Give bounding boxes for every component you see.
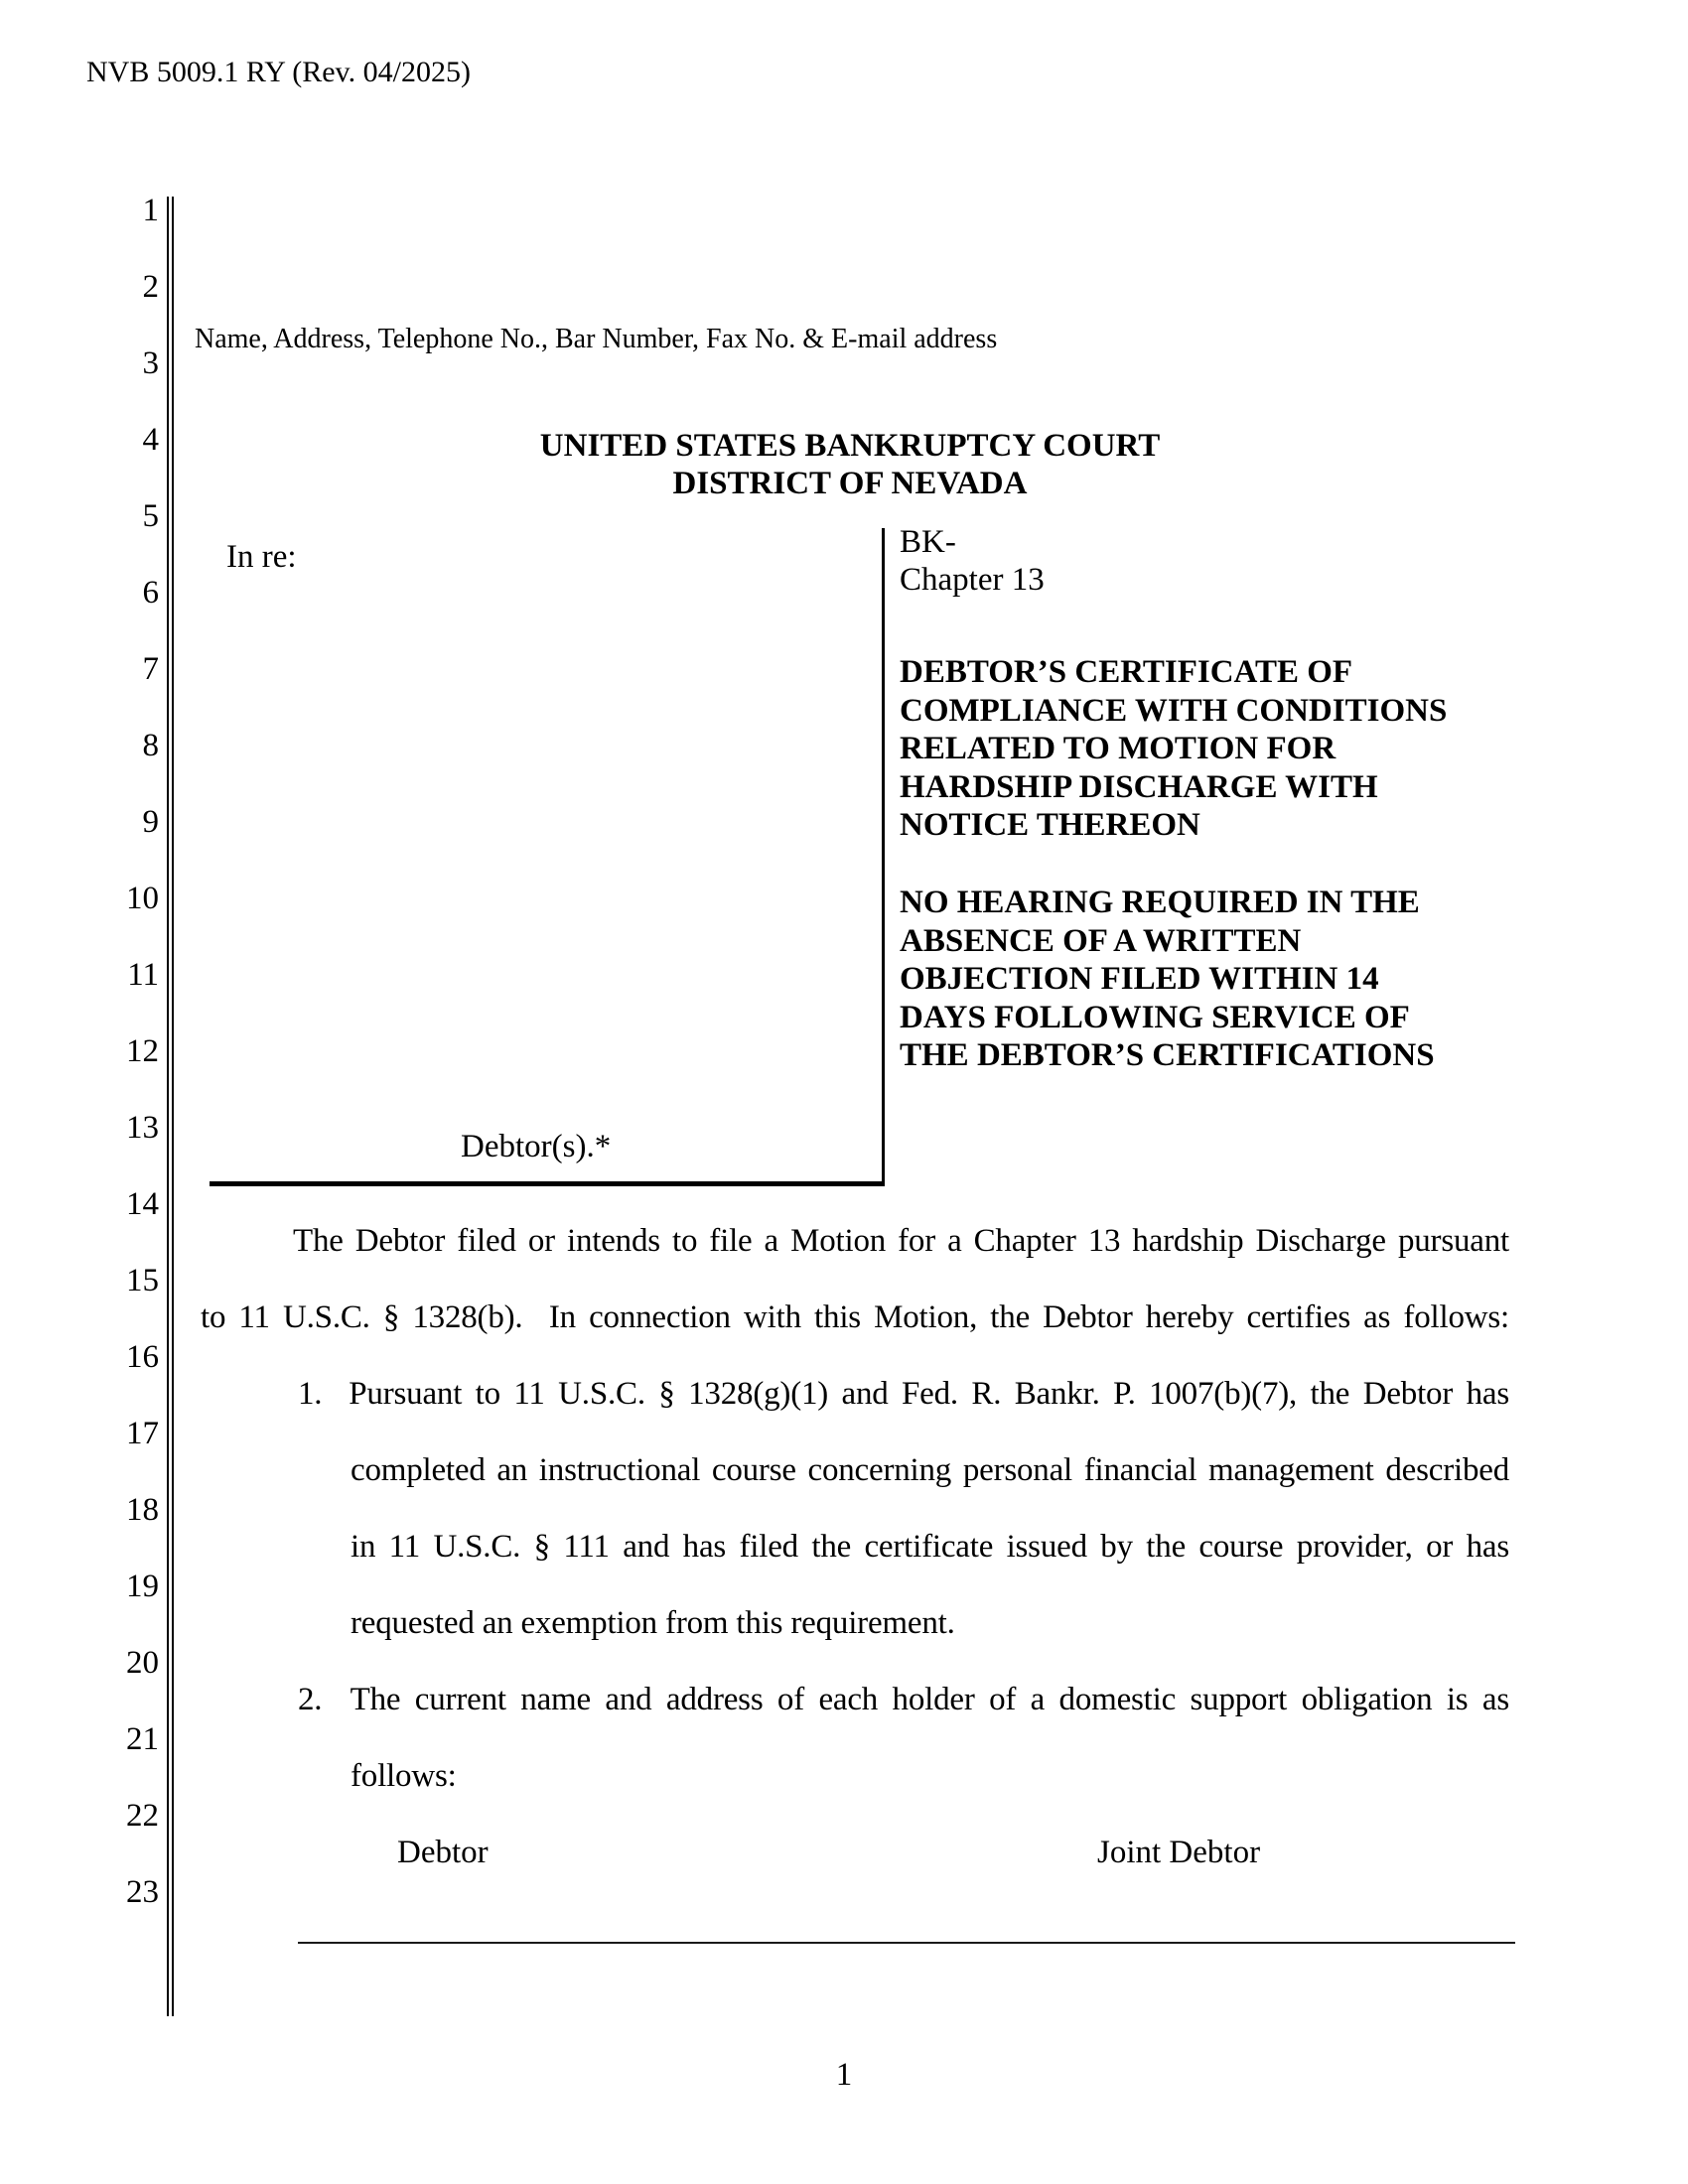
line-number-11: 11: [127, 957, 159, 993]
no-hearing-notice: [900, 884, 1435, 1075]
body-text-line: requested an exemption from this requirement.: [351, 1605, 955, 1641]
pleading-rule-inner: [172, 197, 174, 2016]
line-number-8: 8: [142, 728, 159, 763]
notice-line: NO HEARING REQUIRED IN THE: [900, 885, 1420, 920]
line-number-15: 15: [126, 1263, 159, 1298]
line-number-12: 12: [126, 1033, 159, 1069]
chapter-label: Chapter 13: [900, 562, 1045, 598]
line-number-13: 13: [126, 1110, 159, 1146]
body-text-line: in 11 U.S.C. § 111 and has filed the certificate issued by the course provider, or has: [351, 1529, 1509, 1565]
document-title-line: COMPLIANCE WITH CONDITIONS: [900, 692, 1448, 729]
line-number-14: 14: [126, 1186, 159, 1222]
line-number-6: 6: [142, 575, 159, 611]
notice-line: DAYS FOLLOWING SERVICE OF: [900, 999, 1410, 1035]
line-number-16: 16: [126, 1339, 159, 1375]
caption-divider-line: [882, 528, 885, 1183]
in-re-label: In re:: [226, 539, 297, 575]
line-number-20: 20: [126, 1645, 159, 1681]
court-title: [209, 427, 1491, 502]
line-number-18: 18: [126, 1492, 159, 1528]
pleading-rule-outer: [167, 197, 169, 2016]
body-text-line: to 11 U.S.C. § 1328(b). In connection with this Motion, the Debtor hereby certifies as follows:: [201, 1299, 1509, 1335]
form-id-label: NVB 5009.1 RY (Rev. 04/2025): [86, 56, 471, 88]
line-number-10: 10: [126, 881, 159, 916]
dso-entry-line: [298, 1942, 1515, 1944]
body-text-line: follows:: [351, 1758, 457, 1794]
body-text-line: completed an instructional course concerning personal financial management described: [351, 1452, 1509, 1488]
line-number-5: 5: [142, 498, 159, 534]
document-title-line: DEBTOR’S CERTIFICATE OF: [900, 654, 1353, 690]
line-number-23: 23: [126, 1874, 159, 1910]
attorney-info-label: Name, Address, Telephone No., Bar Number, Fax No. & E-mail address: [195, 324, 998, 354]
line-number-19: 19: [126, 1569, 159, 1604]
notice-line: OBJECTION FILED WITHIN 14: [900, 961, 1379, 997]
body-text-line-item-1: 1. Pursuant to 11 U.S.C. § 1328(g)(1) and Fed. R. Bankr. P. 1007(b)(7), the Debtor has: [298, 1376, 1509, 1412]
document-title-line: HARDSHIP DISCHARGE WITH: [900, 768, 1378, 805]
court-district: DISTRICT OF NEVADA: [672, 466, 1028, 501]
document-title: [900, 653, 1447, 845]
court-name: UNITED STATES BANKRUPTCY COURT: [539, 428, 1161, 464]
notice-line: ABSENCE OF A WRITTEN: [900, 922, 1302, 959]
line-number-3: 3: [142, 345, 159, 381]
body-text-line: The Debtor filed or intends to file a Motion for a Chapter 13 hardship Discharge pursuant: [293, 1223, 1509, 1259]
case-header: [900, 523, 1045, 599]
document-title-line: NOTICE THEREON: [900, 807, 1200, 843]
notice-line: THE DEBTOR’S CERTIFICATIONS: [900, 1037, 1435, 1073]
body-text-line-item-2: 2. The current name and address of each holder of a domestic support obligation is as: [298, 1682, 1509, 1717]
page-number: 1: [835, 2057, 853, 2093]
document-title-line: RELATED TO MOTION FOR: [900, 731, 1336, 766]
line-number-7: 7: [142, 651, 159, 687]
line-number-21: 21: [126, 1721, 159, 1757]
case-number-prefix: BK-: [900, 524, 956, 560]
line-number-gutter: [60, 0, 159, 2184]
debtors-label: Debtor(s).*: [461, 1129, 612, 1164]
line-number-1: 1: [142, 193, 159, 228]
line-number-22: 22: [126, 1798, 159, 1834]
line-number-17: 17: [126, 1416, 159, 1451]
line-number-4: 4: [142, 422, 159, 458]
line-number-9: 9: [142, 804, 159, 840]
joint-debtor-column-header: Joint Debtor: [1097, 1835, 1261, 1870]
caption-bottom-line: [210, 1181, 885, 1186]
line-number-2: 2: [142, 269, 159, 305]
debtor-column-header: Debtor: [397, 1835, 489, 1870]
